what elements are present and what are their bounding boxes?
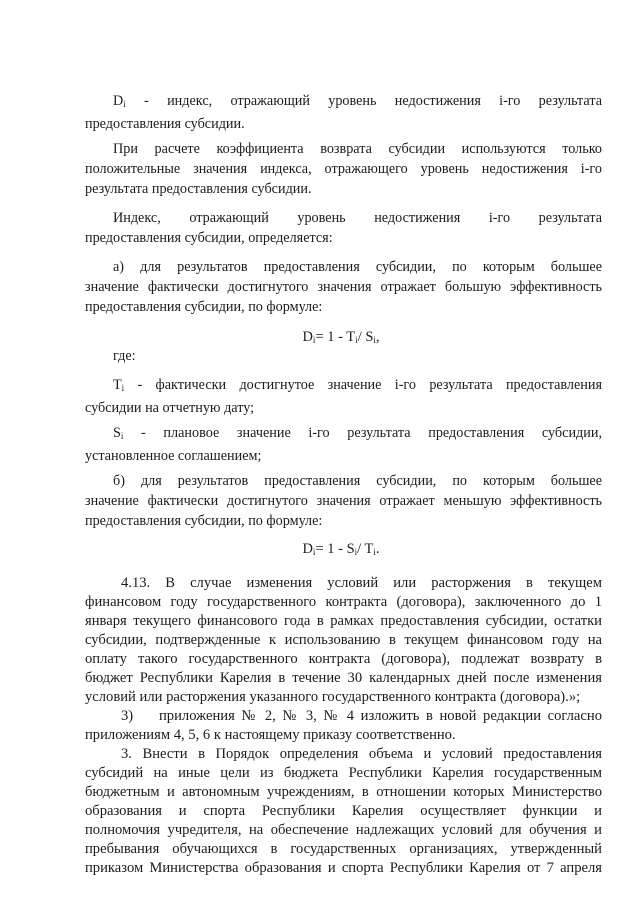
si-definition: $S_i$ - плановое значение i-го результата предоставления субсидии, установленное соглашением; bbox=[85, 425, 602, 464]
formula-2: $D_i= 1 - S_i/$ $T_i$. bbox=[302, 541, 380, 557]
paragraph-4-13: 4.13. В случае изменения условий или расторжения в текущем финансовом году государственного контракта (договора), заключенного до 1 января текущего финансового года в рамках предоставления субсидии, остатки субсидии, подтвержденные к использованию в текущем финансовом году на оплату такого государственного контракта (договора), подлежат возврату в бюджет Республики Карелия в течение 30 календарных дней после изменения условий или расторжения указанного государственного контракта (договора).»; bbox=[85, 575, 602, 705]
ti-definition: $T_i$ - фактически достигнутое значение i-го результата предоставления субсидии на отчетную дату; bbox=[85, 377, 602, 416]
where-label: где: bbox=[113, 348, 136, 364]
paragraph-3: 3. Внести в Порядок определения объема и условий предоставления субсидий на иные цели из бюджета Республики Карелия государственным бюджетным и автономным учреждениям, в отношении которых Министерство образования и спорта Республики Карелия осуществляет функции и полномочия учредителя, на обеспечение надлежащих условий для обучения и пребывания обучающихся в государственных организациях, утвержденный приказом Министерства образования и спорта Республики Карелия от 7 апреля bbox=[85, 746, 602, 876]
di-definition: $D_i$ - индекс, отражающий уровень недостижения i-го результата предоставления субсидии. bbox=[85, 93, 602, 132]
paragraph-index: Индекс, отражающий уровень недостижения i-го результата предоставления субсидии, определяется: bbox=[85, 210, 602, 246]
paragraph-3-paren: 3) приложения № 2, № 3, № 4 изложить в новой редакции согласно приложениям 4, 5, 6 к настоящему приказу соответственно. bbox=[85, 708, 602, 743]
formula-1: $D_i= 1 - T_i/$ $S_i$, bbox=[302, 329, 380, 345]
paragraph-calc: При расчете коэффициента возврата субсидии используются только положительные значения индекса, отражающего уровень недостижения i-го результата предоставления субсидии. bbox=[85, 141, 602, 197]
paragraph-b: б) для результатов предоставления субсидии, по которым большее значение фактически достигнутого значения отражает меньшую эффективность предоставления субсидии, по формуле: bbox=[85, 473, 602, 529]
paragraph-a: а) для результатов предоставления субсидии, по которым большее значение фактически достигнутого значения отражает большую эффективность предоставления субсидии, по формуле: bbox=[85, 259, 602, 315]
